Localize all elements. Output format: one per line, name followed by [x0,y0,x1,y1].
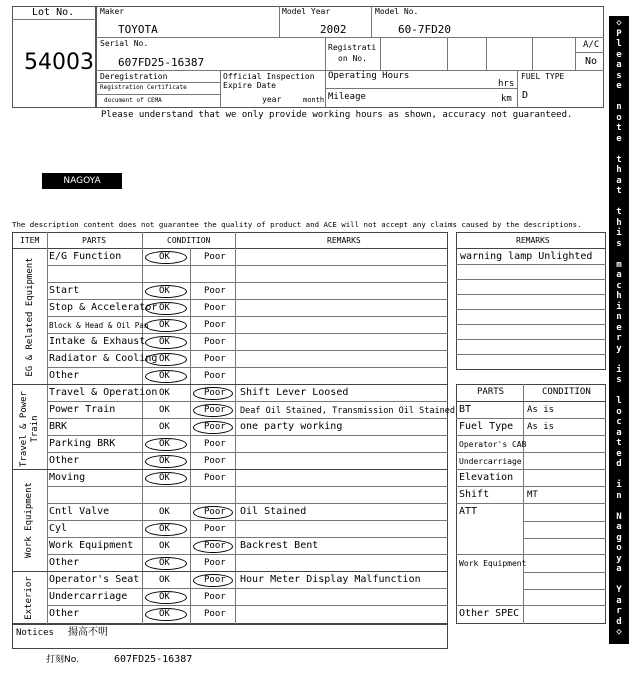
side-note-char: l [616,39,622,50]
side-note-char [609,93,629,102]
serial-label: Serial No. [100,39,149,48]
side-note-char: r [616,606,622,617]
ok-label: OK [159,252,170,262]
inspection-label-2: Expire Date [223,81,276,90]
part-name: Radiator & Cooling [49,353,158,364]
side-note-char: h [616,291,622,302]
side-note-char: a [616,595,622,606]
side-note-char [609,387,629,396]
side-note-char: a [616,522,622,533]
notices-label: Notices [16,628,54,638]
side-note-char: d [616,459,622,470]
side-note-char: s [616,238,622,249]
side-note-char [609,145,629,154]
right-part-condition: MT [527,490,538,500]
part-name: Operator's Seat [49,574,140,585]
part-name: Stop & Accelerator [49,302,158,313]
poor-label: Poor [204,354,226,364]
right-condition-header: CONDITION [542,387,591,397]
poor-label: Poor [204,609,226,619]
poor-label: Poor [204,558,226,568]
side-note-char: i [616,228,622,239]
part-name: Power Train [49,404,116,415]
side-note-char: l [616,396,622,407]
group-label-exterior: Exterior [24,576,34,620]
side-note-char: ◇ [616,627,622,638]
part-name: Parking BRK [49,438,116,449]
remark-text: one party working [240,421,343,432]
side-note-char: t [616,123,622,134]
remarks-header: REMARKS [327,236,361,245]
poor-label: Poor [204,439,226,449]
side-note-char: c [616,280,622,291]
month-label: month [303,96,325,104]
ok-label: OK [159,473,170,483]
right-part-name: Fuel Type [459,421,514,432]
ok-label: OK [159,388,170,398]
part-name: Cntl Valve [49,506,110,517]
poor-label: Poor [204,371,226,381]
right-part-name: Elevation [459,472,514,483]
side-note-char: n [616,102,622,113]
part-name: Other [49,608,80,619]
part-name: Other [49,370,80,381]
right-part-name: Other SPEC [459,608,520,619]
right-part-name: Shift [459,489,490,500]
remark-text: Deaf Oil Stained, Transmission Oil Stained [240,406,455,416]
poor-label: Poor [204,575,226,585]
year-label: year [262,95,282,104]
part-name: Block & Head & Oil Pan [49,321,149,330]
ok-label: OK [159,371,170,381]
stamp-value: 607FD25-16387 [114,654,193,665]
side-note-char: a [616,175,622,186]
cema-document-label: document of CEMA [104,97,162,104]
part-name: Moving [49,472,86,483]
side-note-char: n [616,312,622,323]
ok-label: OK [159,456,170,466]
model-year-label: Model Year [282,7,331,16]
condition-header: CONDITION [167,236,211,245]
part-name: Undercarriage [49,591,128,602]
side-note-char: e [616,322,622,333]
lot-label: Lot No. [32,7,75,18]
side-note-char [609,502,629,511]
poor-label: Poor [204,422,226,432]
side-note-char: Y [616,585,622,596]
side-note-char: P [616,28,622,39]
side-note-char: g [616,532,622,543]
part-name: Start [49,285,80,296]
side-note-char: a [616,60,622,71]
ok-label: OK [159,286,170,296]
location-badge: NAGOYA [42,173,122,189]
side-note-char: ◇ [616,18,622,28]
group-label-eg: EG & Related Equipment [25,257,35,377]
side-note-char: e [616,133,622,144]
side-note-char: o [616,112,622,123]
right-part-condition: As is [527,405,555,415]
stamp-label: 打刻No. [46,655,79,665]
side-note-char: i [616,364,622,375]
part-name: BRK [49,421,68,432]
ok-label: OK [159,354,170,364]
part-name: E/G Function [49,251,122,262]
side-note-char: t [616,186,622,197]
side-note-char: c [616,417,622,428]
side-note-char: a [616,270,622,281]
right-remark-item: warning lamp Unlighted [460,251,593,262]
side-note-char: h [616,217,622,228]
ok-label: OK [159,575,170,585]
side-note-char [609,576,629,585]
side-note-char: e [616,448,622,459]
side-note-char: h [616,165,622,176]
part-name: Intake & Exhaust [49,336,146,347]
ok-label: OK [159,524,170,534]
side-note-char: e [616,49,622,60]
side-note-char: s [616,70,622,81]
side-note-char: i [616,301,622,312]
model-no-label: Model No. [375,7,419,16]
ok-label: OK [159,439,170,449]
inspection-label: Official Inspection [223,72,315,81]
right-part-name: Undercarriage [459,457,522,466]
ok-label: OK [159,507,170,517]
hrs-unit: hrs [498,79,515,89]
group-label-travel: Travel & Power Train [19,391,40,467]
working-hours-notice: Please understand that we only provide working hours as shown, accuracy not guaranteed. [101,110,573,120]
ok-label: OK [159,320,170,330]
side-note-char [609,471,629,480]
part-name: Other [49,557,80,568]
side-note-char: d [616,616,622,627]
model-no-value: 60-7FD20 [398,23,451,36]
side-note-char: a [616,427,622,438]
registration-label-2: on No. [338,54,367,63]
deregistration-label: Deregistration [100,72,168,81]
right-part-condition: As is [527,422,555,432]
registration-label: Registrati [328,43,377,52]
poor-label: Poor [204,388,226,398]
ok-label: OK [159,558,170,568]
side-note-char: e [616,81,622,92]
side-note-char: N [616,511,622,522]
registration-certificate-label: Registration Certificate [100,84,187,91]
mileage-label: Mileage [328,92,366,102]
remark-text: Hour Meter Display Malfunction [240,574,421,585]
disclaimer-text: The description content does not guarantee the quality of product and ACE will not accept any claims caused by the descriptions. [12,220,582,229]
side-note-char: m [616,259,622,270]
side-note-char: t [616,154,622,165]
ok-label: OK [159,303,170,313]
right-part-name: Work Equipment [459,559,527,568]
notices-value: 揚高不明 [68,627,108,638]
side-note-char: o [616,406,622,417]
poor-label: Poor [204,252,226,262]
right-part-name: BT [459,404,472,415]
right-part-name: Operator's CAB [459,440,527,449]
side-note-char: o [616,543,622,554]
side-note-char: i [616,480,622,491]
part-name: Work Equipment [49,540,134,551]
poor-label: Poor [204,405,226,415]
part-name: Travel & Operation [49,387,158,398]
side-note-char: t [616,207,622,218]
model-year-value: 2002 [320,23,347,36]
poor-label: Poor [204,320,226,330]
fuel-type-label: FUEL TYPE [521,72,565,81]
side-note-strip [609,16,629,644]
part-name: Other [49,455,80,466]
side-note-char [609,198,629,207]
poor-label: Poor [204,456,226,466]
item-header: ITEM [20,236,40,245]
side-note-char [609,355,629,364]
poor-label: Poor [204,337,226,347]
right-parts-header: PARTS [477,387,505,397]
side-note-char: s [616,375,622,386]
right-part-name: ATT [459,506,478,517]
parts-header: PARTS [82,236,107,245]
ok-label: OK [159,337,170,347]
right-remarks-header: REMARKS [516,236,550,245]
side-note-char: t [616,438,622,449]
poor-label: Poor [204,507,226,517]
remark-text: Oil Stained [240,506,307,517]
poor-label: Poor [204,473,226,483]
poor-label: Poor [204,541,226,551]
maker-value: TOYOTA [118,23,158,36]
ac-label: A/C [583,40,600,50]
remark-text: Shift Lever Loosed [240,387,349,398]
group-label-work: Work Equipment [24,482,34,558]
km-unit: km [501,94,512,104]
side-note-char: r [616,333,622,344]
poor-label: Poor [204,303,226,313]
maker-label: Maker [100,7,125,16]
remark-text: Backrest Bent [240,540,319,551]
poor-label: Poor [204,524,226,534]
serial-value: 607FD25-16387 [118,56,205,69]
lot-number: 54003 [24,50,94,75]
fuel-type-value: D [522,90,529,101]
poor-label: Poor [204,286,226,296]
ok-label: OK [159,405,170,415]
part-name: Cyl [49,523,68,534]
poor-label: Poor [204,592,226,602]
ok-label: OK [159,609,170,619]
side-note-char: n [616,490,622,501]
side-note-char [609,250,629,259]
side-note-char: y [616,553,622,564]
ok-label: OK [159,592,170,602]
operating-hours-label: Operating Hours [328,71,410,81]
ok-label: OK [159,541,170,551]
side-note-char: y [616,343,622,354]
ok-label: OK [159,422,170,432]
side-note-char: a [616,564,622,575]
ac-value: No [585,56,598,67]
